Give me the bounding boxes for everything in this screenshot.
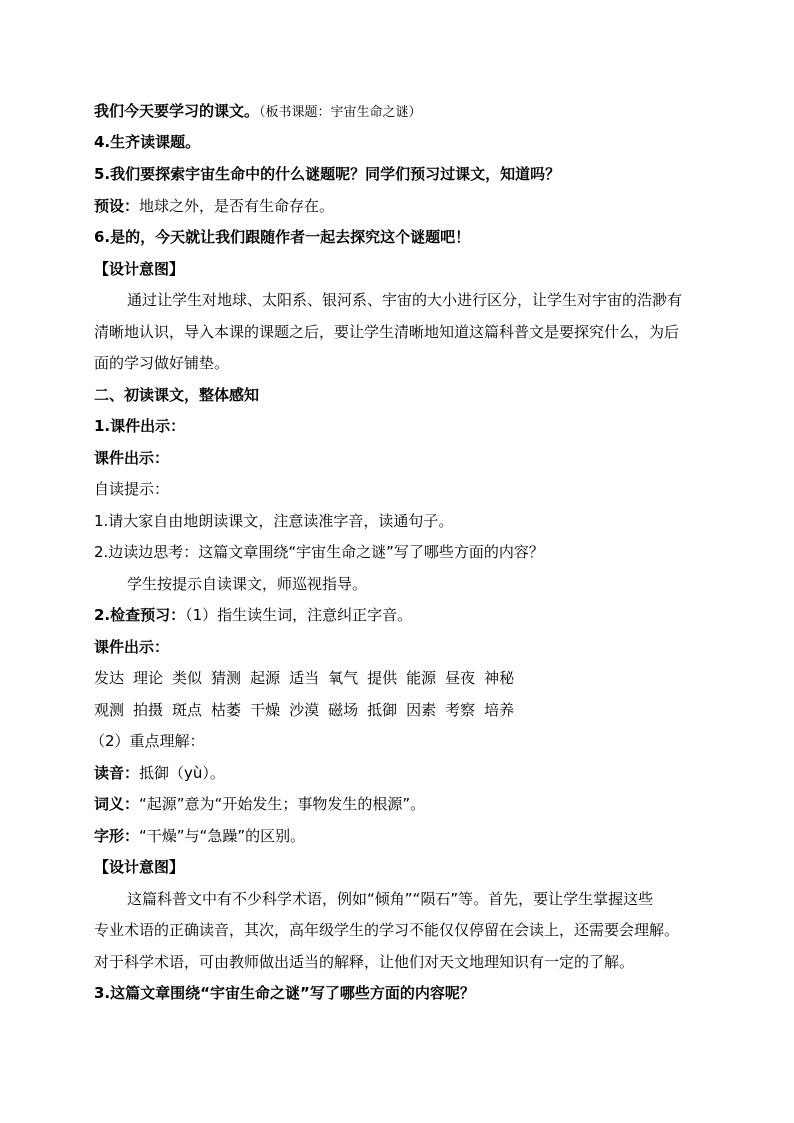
vocab-word: 观测: [94, 701, 125, 719]
vocab-word: 拍摄: [133, 701, 164, 719]
meaning-label: 词义：: [94, 795, 140, 813]
vocab-word: 昼夜: [445, 669, 476, 687]
step-1-courseware: 1.课件出示：: [94, 417, 186, 435]
vocab-word: 考察: [445, 701, 476, 719]
section-heading-2: 二、初读课文，整体感知: [94, 386, 260, 404]
blackboard-note: （板书课题：宇宙生命之谜）: [259, 105, 422, 120]
vocab-word: 理论: [133, 669, 164, 687]
vocab-word: 磁场: [328, 701, 359, 719]
preview-check-label: 2.检查预习：: [94, 606, 186, 624]
vocab-word: 枯萎: [211, 701, 242, 719]
self-reading-tip-2: 2.边读边思考：这篇文章围绕“宇宙生命之谜”写了哪些方面的内容？: [94, 543, 544, 561]
design-intent-text-1-line-2: 清晰地认识，导入本课的课题之后，要让学生清晰地知道这篇科普文是要探究什么，为后: [94, 323, 680, 341]
glyph-text: “干燥”与“急躁”的区别。: [139, 827, 306, 845]
vocab-word: 类似: [172, 669, 203, 687]
step-5: 5.我们要探索宇宙生命中的什么谜题呢？同学们预习过课文，知道吗？: [94, 165, 561, 183]
vocab-word: 干燥: [250, 701, 281, 719]
step-6: 6.是的，今天就让我们跟随作者一起去探究这个谜题吧！: [94, 228, 471, 246]
vocab-word: 神秘: [484, 669, 515, 687]
vocab-word: 抵御: [367, 701, 398, 719]
vocab-word: 培养: [484, 701, 515, 719]
step-4: 4.生齐读课题。: [94, 133, 201, 151]
glyph-label: 字形：: [94, 827, 140, 845]
vocab-word: 提供: [367, 669, 398, 687]
pronunciation-label: 读音：: [94, 764, 140, 782]
vocab-row-1: [94, 668, 523, 688]
courseware-label-2: 课件出示：: [94, 638, 170, 656]
pronunciation-text: 抵御（yù）。: [139, 764, 225, 782]
design-intent-heading-1: 【设计意图】: [94, 260, 185, 278]
vocab-word: 因素: [406, 701, 437, 719]
vocab-word: 斑点: [172, 701, 203, 719]
design-intent-text-2-line-3: 对于科学术语，可由教师做出适当的解释，让他们对天文地理知识有一定的了解。: [94, 953, 635, 971]
vocab-word: 适当: [289, 669, 320, 687]
design-intent-heading-2: 【设计意图】: [94, 858, 185, 876]
preset-label: 预设：: [94, 197, 140, 215]
self-reading-tip-heading: 自读提示：: [94, 480, 170, 498]
self-reading-tip-1: 1.请大家自由地朗读课文，注意读准字音，读通句子。: [94, 512, 454, 530]
meaning-item: [94, 794, 425, 814]
paragraph-intro: [94, 101, 422, 123]
preset-text: 地球之外，是否有生命存在。: [139, 197, 335, 215]
teacher-note: 学生按提示自读课文，师巡视指导。: [127, 575, 368, 593]
step-2-preview-check: [94, 605, 412, 625]
preview-check-text: （1）指生读生词，注意纠正字音。: [185, 606, 413, 624]
vocab-word: 发达: [94, 669, 125, 687]
preset-answer: [94, 196, 334, 216]
intro-text: 我们今天要学习的课文。: [94, 102, 260, 120]
glyph-item: [94, 826, 305, 846]
key-understanding-heading: （2）重点理解：: [90, 732, 205, 750]
vocab-word: 氧气: [328, 669, 359, 687]
design-intent-text-2-line-1: 这篇科普文中有不少科学术语，例如“倾角”“陨石”等。首先，要让学生掌握这些: [127, 890, 654, 908]
vocab-word: 沙漠: [289, 701, 320, 719]
design-intent-text-1-line-3: 面的学习做好铺垫。: [94, 354, 230, 372]
design-intent-text-1-line-1: 通过让学生对地球、太阳系、银河系、宇宙的大小进行区分，让学生对宇宙的浩渺有: [127, 291, 683, 309]
pronunciation-item: [94, 763, 225, 783]
design-intent-text-2-line-2: 专业术语的正确读音，其次，高年级学生的学习不能仅仅停留在会读上，还需要会理解。: [94, 921, 680, 939]
vocab-word: 能源: [406, 669, 437, 687]
vocab-word: 猜测: [211, 669, 242, 687]
courseware-label-1: 课件出示：: [94, 449, 170, 467]
vocab-word: 起源: [250, 669, 281, 687]
step-3-question: 3.这篇文章围绕“宇宙生命之谜”写了哪些方面的内容呢？: [94, 984, 475, 1002]
meaning-text: “起源”意为“开始发生；事物发生的根源”。: [139, 795, 426, 813]
vocab-row-2: [94, 700, 523, 720]
